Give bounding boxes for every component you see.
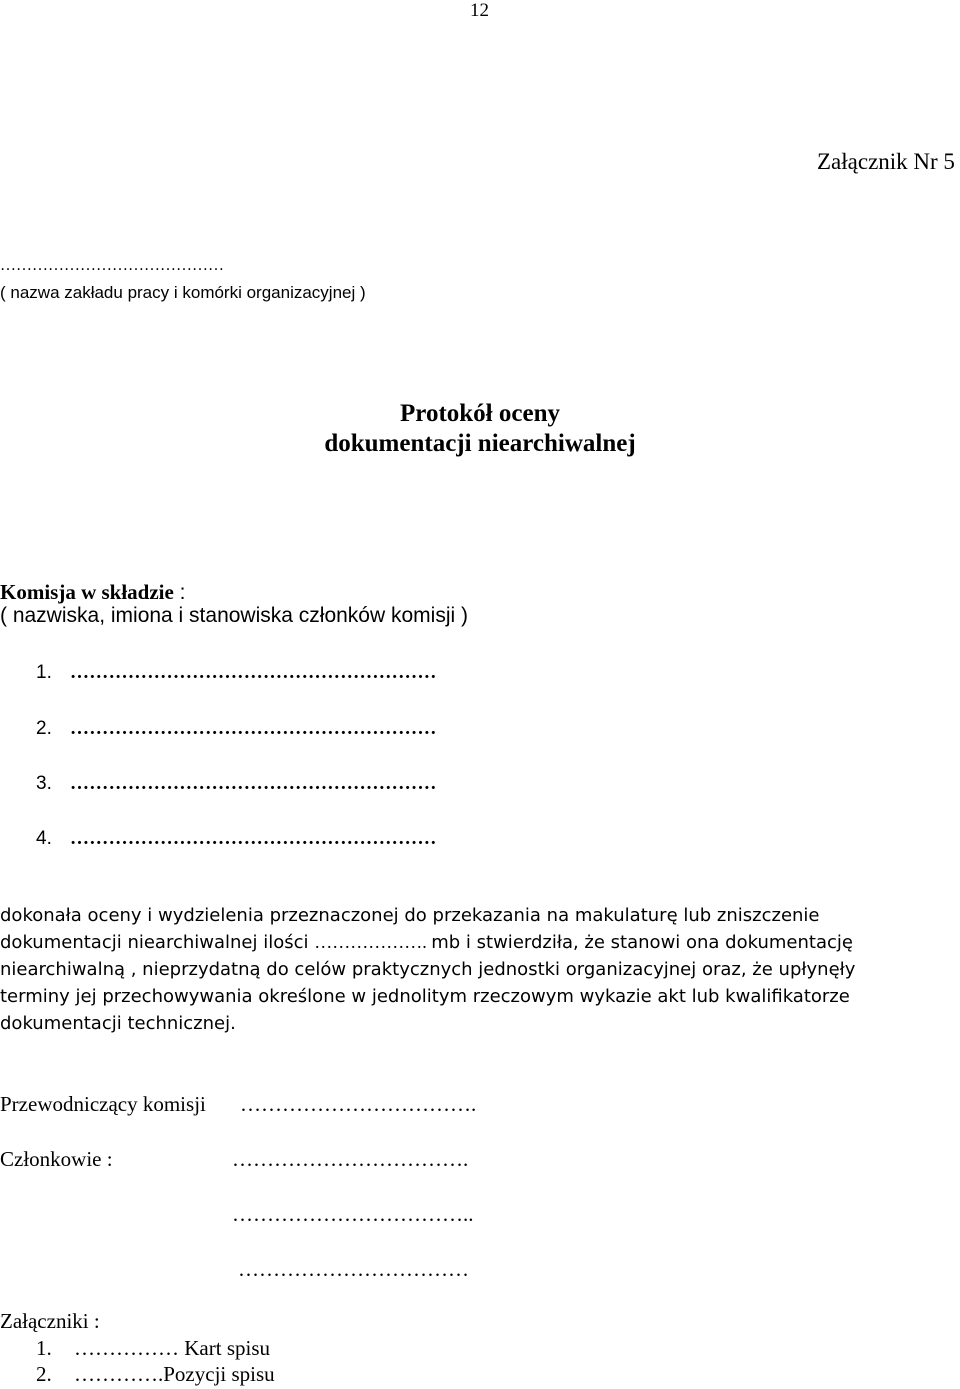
- commission-member-line: [36, 828, 437, 850]
- member-number: 3.: [36, 773, 52, 794]
- commission-member-line: [36, 662, 437, 684]
- chairman-signature-blank: …………………………….: [240, 1092, 477, 1116]
- member-name-blank: …………………………………………………: [70, 773, 437, 794]
- member-signature-blank: ……………………………: [238, 1257, 469, 1281]
- commission-member-line: [36, 718, 437, 740]
- member-signature-blank: …………………………….: [232, 1147, 469, 1171]
- attachment-text: ………….Pozycji spisu: [74, 1362, 275, 1386]
- commission-heading-colon: :: [173, 581, 186, 604]
- attachment-item: [36, 1362, 275, 1387]
- quantity-blank: ……………….: [314, 932, 432, 952]
- commission-heading: [0, 580, 186, 605]
- member-name-blank: …………………………………………………: [70, 828, 437, 849]
- member-name-blank: …………………………………………………: [70, 662, 437, 683]
- page-number: 12: [470, 0, 489, 21]
- body-text-part-2: mb i stwierdziła, że stanowi ona dokumentację niearchiwalną , nieprzydatną do celów praktycznych jednostki organizacyjnej oraz, że upłynęły terminy jej przechowywania określone w jednolitym rzeczowym wykazie akt lub kwalifikatorze dokumentacji technicznej.: [0, 932, 856, 1034]
- commission-heading-text: Komisja w składzie: [0, 580, 174, 604]
- commission-caption: ( nazwiska, imiona i stanowiska członków komisji ): [0, 604, 468, 627]
- member-signature-blank: ……………………………..: [232, 1202, 474, 1226]
- commission-member-line: [36, 773, 437, 795]
- organization-name-blank: ……………………………………: [0, 257, 224, 274]
- member-number: 4.: [36, 828, 52, 849]
- member-name-blank: …………………………………………………: [70, 718, 437, 739]
- protocol-body-paragraph: [0, 902, 930, 1037]
- attachments-label: Załączniki :: [0, 1309, 100, 1333]
- protocol-title-line-1: Protokół oceny: [400, 400, 560, 427]
- attachment-number: 1.: [36, 1336, 52, 1360]
- member-number: 2.: [36, 718, 52, 739]
- members-label: Członkowie :: [0, 1147, 113, 1171]
- attachment-item: [36, 1336, 270, 1361]
- member-number: 1.: [36, 662, 52, 683]
- attachment-text: …………… Kart spisu: [74, 1336, 270, 1360]
- protocol-title-line-2: dokumentacji niearchiwalnej: [324, 430, 636, 457]
- chairman-label: Przewodniczący komisji: [0, 1092, 206, 1116]
- organization-name-caption: ( nazwa zakładu pracy i komórki organizacyjnej ): [0, 283, 366, 302]
- body-text-part-1: dokonała oceny i wydzielenia przeznaczonej do przekazania na makulaturę lub zniszczenie dokumentacji niearchiwalnej ilości: [0, 905, 820, 953]
- attachment-number: 2.: [36, 1362, 52, 1386]
- attachment-number-label: Załącznik Nr 5: [817, 149, 955, 174]
